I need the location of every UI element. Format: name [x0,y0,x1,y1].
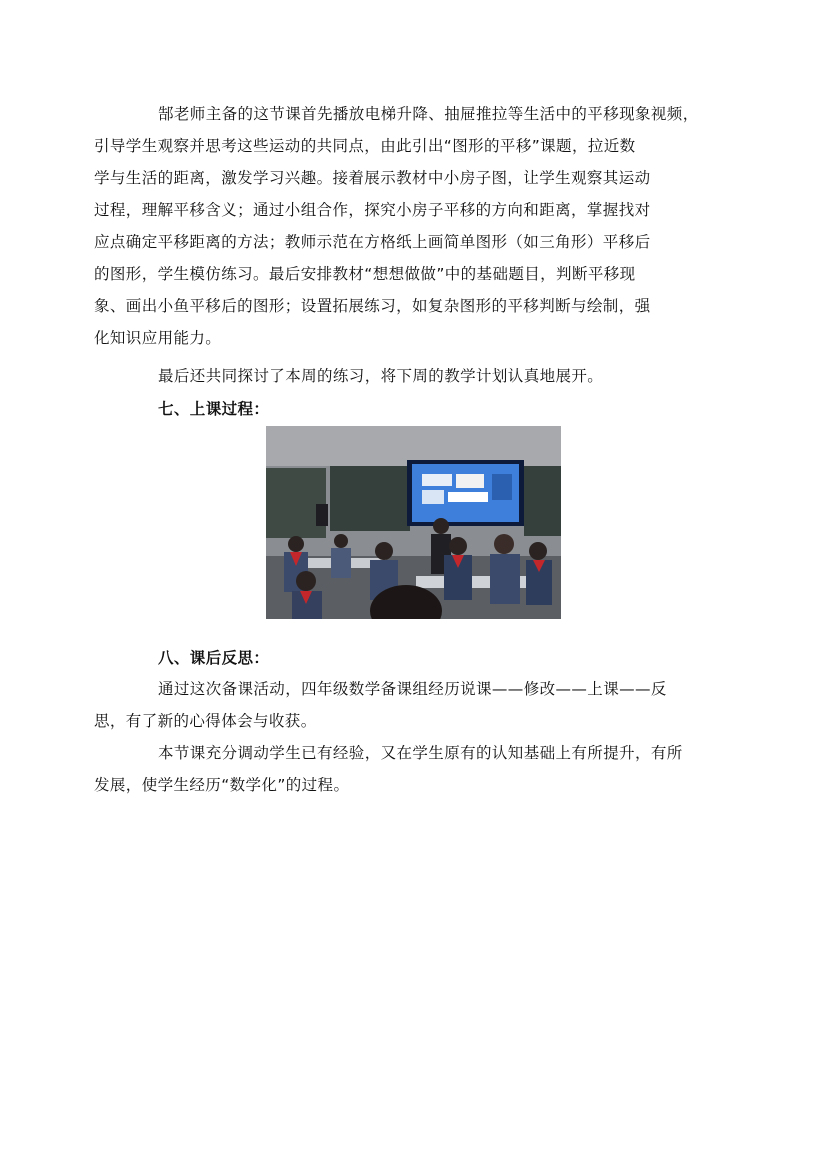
section-heading-reflection: 八、课后反思： [158,649,270,667]
text-line: 引导学生观察并思考这些运动的共同点，由此引出“图形的平移”课题，拉近数 [94,137,636,155]
text-line: 的图形，学生模仿练习。最后安排教材“想想做做”中的基础题目，判断平移现 [94,265,636,283]
classroom-photo [266,426,561,619]
text-line: 化知识应用能力。 [94,329,222,347]
text-line: 学与生活的距离，激发学习兴趣。接着展示教材中小房子图，让学生观察其运动 [94,169,651,187]
text-line: 思，有了新的心得体会与收获。 [94,712,317,730]
paragraph-reflection-2 [94,737,704,801]
text-line: 发展，使学生经历“数学化”的过程。 [94,776,350,794]
text-line: 象、画出小鱼平移后的图形；设置拓展练习，如复杂图形的平移判断与绘制，强 [94,297,651,315]
text-line: 本节课充分调动学生已有经验，又在学生原有的认知基础上有所提升，有所 [158,744,683,762]
classroom-photo-icon [266,426,561,619]
text-line: 郜老师主备的这节课首先播放电梯升降、抽屉推拉等生活中的平移现象视频， [158,105,699,123]
paragraph-reflection-1 [94,673,704,737]
section-heading-class-process: 七、上课过程： [158,400,270,418]
text-line: 应点确定平移距离的方法；教师示范在方格纸上画简单图形（如三角形）平移后 [94,233,651,251]
text-line: 通过这次备课活动，四年级数学备课组经历说课——修改——上课——反 [158,680,667,698]
paragraph-lesson-description [94,98,704,354]
paragraph-weekly-plan: 最后还共同探讨了本周的练习，将下周的教学计划认真地展开。 [158,367,604,385]
text-line: 过程，理解平移含义；通过小组合作，探究小房子平移的方向和距离，掌握找对 [94,201,651,219]
